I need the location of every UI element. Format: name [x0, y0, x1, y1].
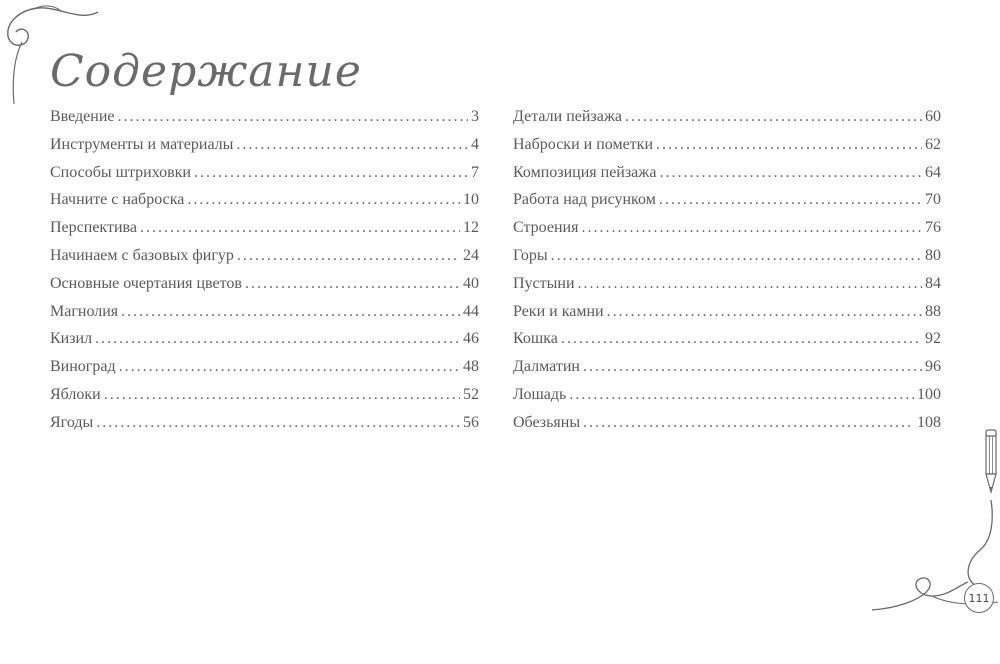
toc-entry[interactable]: [513, 164, 941, 192]
toc-leader-dots: [583, 414, 914, 432]
toc-entry[interactable]: [50, 108, 479, 136]
toc-entry[interactable]: [50, 414, 479, 442]
toc-entry[interactable]: [50, 191, 479, 219]
toc-entry-label: Яблоки: [50, 385, 101, 403]
toc-leader-dots: [118, 108, 469, 126]
toc-entry-page: 64: [925, 163, 941, 181]
toc-leader-dots: [581, 219, 922, 237]
toc-entry[interactable]: [513, 247, 941, 275]
toc-entry-label: Работа над рисунком: [513, 191, 656, 209]
toc-entry-page: 3: [471, 108, 479, 125]
toc-entry-page: 96: [925, 358, 941, 376]
toc-entry[interactable]: [513, 219, 941, 247]
toc-leader-dots: [561, 330, 922, 348]
toc-entry-page: 24: [463, 246, 479, 264]
toc-entry[interactable]: [50, 386, 479, 414]
toc-entry-page: 44: [463, 302, 479, 320]
toc-entry-page: 12: [463, 219, 479, 237]
toc-entry-page: 88: [925, 302, 941, 320]
toc-entry-page: 80: [925, 246, 941, 264]
toc-leader-dots: [119, 358, 460, 376]
toc-entry[interactable]: [513, 358, 941, 386]
toc-entry-label: Лошадь: [513, 385, 567, 403]
toc-entry[interactable]: [513, 330, 941, 358]
toc-entry-page: 108: [917, 413, 941, 431]
toc-leader-dots: [659, 164, 922, 182]
toc-leader-dots: [659, 191, 922, 209]
toc-leader-dots: [551, 247, 922, 265]
toc-entry[interactable]: [513, 303, 941, 331]
toc-entry-label: Способы штриховки: [50, 163, 191, 181]
toc-entry[interactable]: [50, 247, 479, 275]
toc-entry[interactable]: [50, 330, 479, 358]
toc-leader-dots: [625, 108, 922, 126]
toc-entry[interactable]: [50, 275, 479, 303]
toc-entry-page: 40: [463, 274, 479, 292]
toc-entry-label: Кизил: [50, 330, 93, 348]
toc-entry[interactable]: [513, 386, 941, 414]
toc-entry[interactable]: [513, 108, 941, 136]
toc-entry-label: Перспектива: [50, 219, 137, 237]
toc-entry-label: Композиция пейзажа: [513, 163, 657, 181]
toc-leader-dots: [187, 191, 460, 209]
toc-entry[interactable]: [513, 136, 941, 164]
toc-entry-page: 46: [463, 330, 479, 348]
toc-entry-page: 84: [925, 274, 941, 292]
toc-entry[interactable]: [513, 275, 941, 303]
toc-leader-dots: [104, 386, 460, 404]
toc-entry-page: 60: [925, 108, 941, 125]
toc-entry-page: 56: [463, 413, 479, 431]
toc-entry-page: 4: [471, 135, 479, 153]
toc-leader-dots: [95, 330, 460, 348]
toc-leader-dots: [96, 414, 460, 432]
page-number: 111: [964, 583, 994, 613]
toc-entry[interactable]: [50, 136, 479, 164]
pencil-icon: [982, 428, 1000, 498]
toc-entry-label: Введение: [50, 108, 115, 125]
toc-leader-dots: [583, 358, 922, 376]
toc-entry-page: 100: [917, 385, 941, 403]
toc-entry-label: Магнолия: [50, 302, 119, 320]
toc-entry-label: Наброски и пометки: [513, 135, 654, 153]
toc-leader-dots: [121, 303, 460, 321]
page-title: Содержание: [50, 46, 362, 97]
toc-entry-label: Реки и камни: [513, 302, 604, 320]
toc-entry-label: Основные очертания цветов: [50, 274, 242, 292]
toc-entry-label: Кошка: [513, 330, 558, 348]
toc-leader-dots: [656, 136, 922, 154]
toc-entry-label: Далматин: [513, 358, 580, 376]
toc-leader-dots: [569, 386, 914, 404]
toc-entry-label: Начните с наброска: [50, 191, 185, 209]
toc-entry-label: Обезьяны: [513, 413, 581, 431]
toc-left-column: [50, 108, 479, 442]
toc-entry-label: Начинаем с базовых фигур: [50, 246, 234, 264]
toc-entry-label: Пустыни: [513, 274, 575, 292]
toc-leader-dots: [236, 136, 468, 154]
toc-entry[interactable]: [513, 414, 941, 442]
toc-entry-label: Ягоды: [50, 413, 94, 431]
toc-entry-page: 70: [925, 191, 941, 209]
toc-leader-dots: [607, 303, 922, 321]
toc-entry-label: Горы: [513, 246, 548, 264]
toc-leader-dots: [578, 275, 922, 293]
toc-entry[interactable]: [50, 358, 479, 386]
toc-entry-page: 10: [463, 191, 479, 209]
toc-entry-page: 48: [463, 358, 479, 376]
toc-leader-dots: [245, 275, 460, 293]
toc-entry[interactable]: [50, 219, 479, 247]
toc-entry-label: Строения: [513, 219, 579, 237]
toc-entry[interactable]: [50, 164, 479, 192]
toc-entry[interactable]: [513, 191, 941, 219]
toc-entry[interactable]: [50, 303, 479, 331]
toc-entry-page: 92: [925, 330, 941, 348]
toc-entry-label: Детали пейзажа: [513, 108, 622, 125]
toc-leader-dots: [237, 247, 460, 265]
toc-entry-page: 7: [471, 163, 479, 181]
toc-entry-page: 52: [463, 385, 479, 403]
toc-entry-page: 62: [925, 135, 941, 153]
toc-entry-page: 76: [925, 219, 941, 237]
toc-right-column: [513, 108, 941, 442]
toc-entry-label: Виноград: [50, 358, 116, 376]
toc-leader-dots: [194, 164, 468, 182]
toc-entry-label: Инструменты и материалы: [50, 135, 234, 153]
toc-leader-dots: [140, 219, 460, 237]
